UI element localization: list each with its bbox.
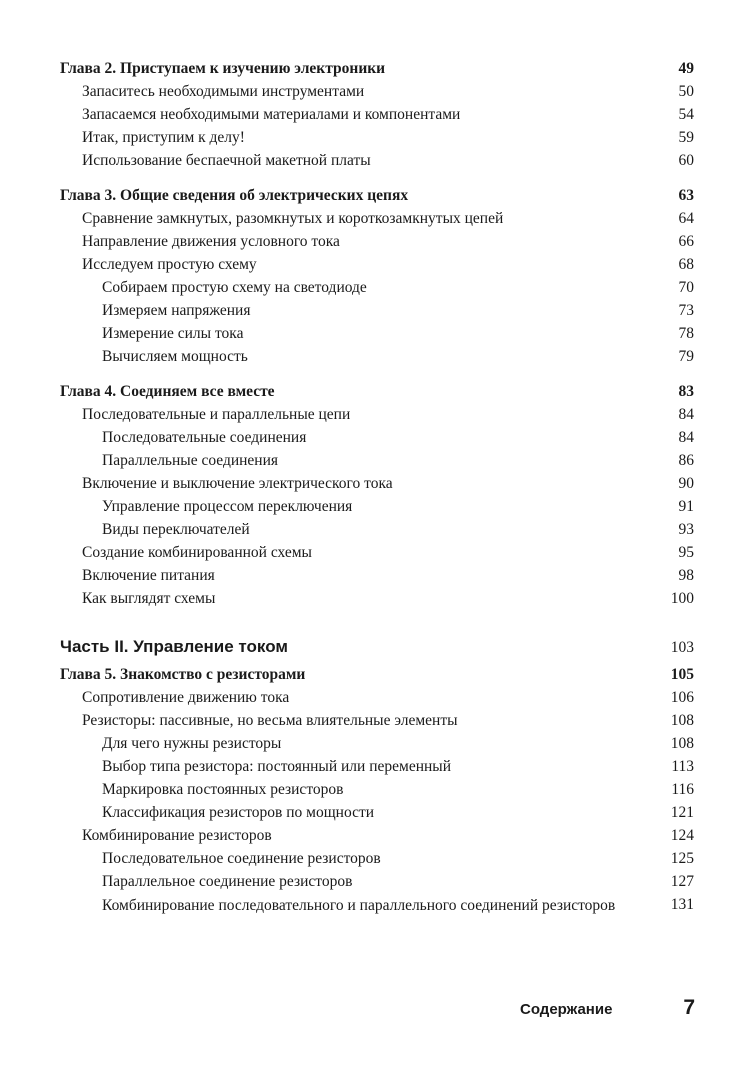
toc-subentry[interactable] [60, 299, 694, 322]
toc-entry[interactable] [60, 230, 694, 253]
toc-subentry[interactable] [60, 322, 694, 345]
toc-title: Параллельное соединение резисторов [102, 873, 353, 890]
toc-page: 113 [671, 758, 694, 775]
toc-page: 90 [678, 475, 694, 492]
toc-entry[interactable] [60, 80, 694, 103]
toc-page: 49 [678, 60, 694, 77]
toc-page: 84 [678, 406, 694, 423]
footer-label: Содержание [520, 1001, 613, 1018]
toc-page: 63 [678, 187, 694, 204]
toc-page: 131 [670, 896, 694, 913]
toc-title: Включение питания [82, 567, 215, 584]
toc-page: 91 [678, 498, 694, 515]
toc-title: Измеряем напряжения [102, 302, 251, 319]
toc-title: Классификация резисторов по мощности [102, 804, 375, 821]
toc-chapter-3[interactable] [60, 184, 694, 207]
toc-page: 84 [678, 429, 694, 446]
toc-entry[interactable] [60, 824, 694, 847]
table-of-contents [60, 57, 694, 916]
toc-page: 59 [678, 129, 694, 146]
toc-subentry[interactable] [60, 345, 694, 368]
toc-page: 108 [670, 735, 694, 752]
toc-part-2[interactable] [60, 634, 694, 661]
toc-title: Параллельные соединения [102, 452, 279, 469]
toc-page: 125 [670, 850, 694, 867]
toc-title: Комбинирование последовательного и параллельного соединений резисторов [102, 897, 616, 914]
toc-title: Итак, приступим к делу! [82, 129, 245, 146]
toc-page: 78 [678, 325, 694, 342]
toc-title: Комбинирование резисторов [82, 827, 272, 844]
toc-title: Сравнение замкнутых, разомкнутых и короткозамкнутых цепей [82, 210, 504, 227]
toc-title: Вычисляем мощность [102, 348, 248, 365]
toc-entry[interactable] [60, 709, 694, 732]
toc-subentry[interactable] [60, 276, 694, 299]
toc-page: 83 [678, 383, 694, 400]
toc-page: 54 [678, 106, 694, 123]
toc-page: 127 [670, 873, 694, 890]
toc-entry[interactable] [60, 564, 694, 587]
toc-title: Использование беспаечной макетной платы [82, 152, 371, 169]
toc-entry[interactable] [60, 403, 694, 426]
toc-page: 79 [678, 348, 694, 365]
toc-subentry[interactable] [60, 755, 694, 778]
toc-entry[interactable] [60, 126, 694, 149]
toc-page: 64 [678, 210, 694, 227]
toc-subentry[interactable] [60, 778, 694, 801]
toc-title: Запасаемся необходимыми материалами и компонентами [82, 106, 461, 123]
toc-page: 108 [670, 712, 694, 729]
toc-page: 124 [670, 827, 694, 844]
toc-title: Последовательные и параллельные цепи [82, 406, 351, 423]
toc-title: Виды переключателей [102, 521, 250, 538]
toc-entry[interactable] [60, 686, 694, 709]
toc-title: Последовательное соединение резисторов [102, 850, 381, 867]
toc-title: Маркировка постоянных резисторов [102, 781, 344, 798]
page-footer [520, 996, 695, 1026]
toc-entry[interactable] [60, 541, 694, 564]
toc-subentry[interactable] [60, 801, 694, 824]
toc-title: Исследуем простую схему [82, 256, 257, 273]
toc-subentry[interactable] [60, 426, 694, 449]
toc-subentry[interactable] [60, 495, 694, 518]
toc-page: 116 [671, 781, 694, 798]
toc-subentry[interactable] [60, 449, 694, 472]
toc-title: Для чего нужны резисторы [102, 735, 282, 752]
toc-page: 103 [670, 639, 694, 656]
toc-title: Выбор типа резистора: постоянный или переменный [102, 758, 452, 775]
page-number: 7 [683, 996, 695, 1019]
toc-title: Запаситесь необходимыми инструментами [82, 83, 365, 100]
toc-page: 106 [670, 689, 694, 706]
toc-title: Как выглядят схемы [82, 590, 216, 607]
toc-title: Глава 3. Общие сведения об электрических цепях [60, 187, 409, 204]
toc-page: 86 [678, 452, 694, 469]
toc-page: 95 [678, 544, 694, 561]
toc-title: Часть II. Управление током [60, 637, 288, 656]
toc-page: 105 [670, 666, 694, 683]
toc-chapter-2[interactable] [60, 57, 694, 80]
toc-page: 98 [678, 567, 694, 584]
toc-title: Глава 2. Приступаем к изучению электроники [60, 60, 386, 77]
toc-entry[interactable] [60, 149, 694, 172]
toc-page: 100 [670, 590, 694, 607]
toc-entry[interactable] [60, 103, 694, 126]
toc-subentry[interactable] [60, 893, 694, 916]
toc-page: 93 [678, 521, 694, 538]
toc-title: Управление процессом переключения [102, 498, 353, 515]
toc-page: 66 [678, 233, 694, 250]
toc-title: Сопротивление движению тока [82, 689, 290, 706]
toc-subentry[interactable] [60, 870, 694, 893]
toc-page: 50 [678, 83, 694, 100]
toc-title: Резисторы: пассивные, но весьма влиятельные элементы [82, 712, 458, 729]
toc-subentry[interactable] [60, 518, 694, 541]
toc-entry[interactable] [60, 472, 694, 495]
toc-entry[interactable] [60, 253, 694, 276]
toc-page: 70 [678, 279, 694, 296]
toc-title: Измерение силы тока [102, 325, 244, 342]
toc-chapter-5[interactable] [60, 663, 694, 686]
toc-title: Глава 5. Знакомство с резисторами [60, 666, 306, 683]
toc-subentry[interactable] [60, 732, 694, 755]
toc-title: Глава 4. Соединяем все вместе [60, 383, 275, 400]
toc-title: Создание комбинированной схемы [82, 544, 312, 561]
toc-entry[interactable] [60, 207, 694, 230]
toc-title: Направление движения условного тока [82, 233, 340, 250]
toc-page: 60 [678, 152, 694, 169]
toc-page: 121 [670, 804, 694, 821]
toc-page: 73 [678, 302, 694, 319]
toc-chapter-4[interactable] [60, 380, 694, 403]
toc-page: 68 [678, 256, 694, 273]
toc-entry[interactable] [60, 587, 694, 610]
toc-title: Последовательные соединения [102, 429, 307, 446]
toc-subentry[interactable] [60, 847, 694, 870]
toc-title: Включение и выключение электрического тока [82, 475, 393, 492]
toc-title: Собираем простую схему на светодиоде [102, 279, 367, 296]
